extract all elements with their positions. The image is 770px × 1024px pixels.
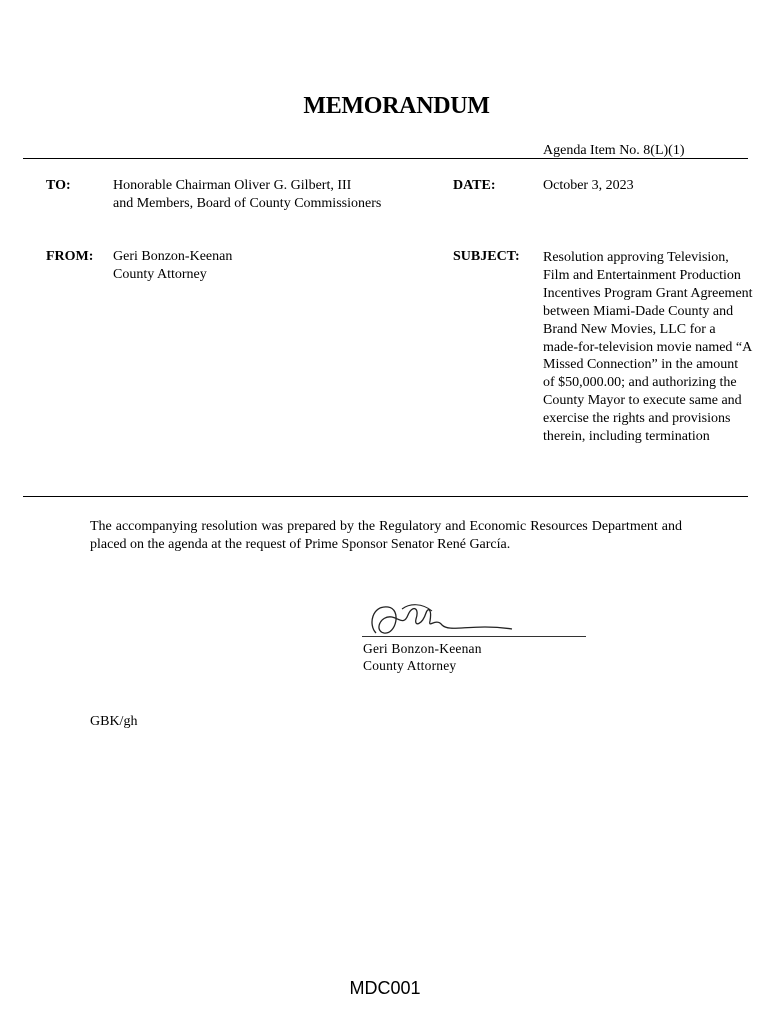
signature-title: County Attorney bbox=[363, 658, 457, 673]
header-divider bbox=[23, 158, 748, 159]
typist-initials: GBK/gh bbox=[90, 714, 138, 729]
to-recipient-line1: Honorable Chairman Oliver G. Gilbert, III bbox=[113, 178, 352, 193]
handwritten-signature bbox=[362, 595, 522, 645]
signature-name: Geri Bonzon-Keenan bbox=[363, 641, 482, 656]
from-label: FROM: bbox=[46, 249, 94, 264]
memo-title: MEMORANDUM bbox=[303, 93, 490, 119]
page-footer-code: MDC001 bbox=[349, 978, 421, 998]
signature-line bbox=[362, 636, 586, 637]
from-title: County Attorney bbox=[113, 267, 207, 282]
to-label: TO: bbox=[46, 178, 71, 193]
date-value: October 3, 2023 bbox=[543, 178, 634, 193]
agenda-item-number: Agenda Item No. 8(L)(1) bbox=[543, 143, 685, 158]
from-name: Geri Bonzon-Keenan bbox=[113, 249, 233, 264]
memo-body: The accompanying resolution was prepared by the Regulatory and Economic Resources Department and placed on the agenda at the request of Prime Sponsor Senator René García. bbox=[90, 519, 682, 552]
date-label: DATE: bbox=[453, 178, 496, 193]
subject-text: Resolution approving Television, Film and Entertainment Production Incentives Program Grant Agreement between Miami-Dade County and Brand New Movies, LLC for a made-for-television movie named “A Missed Connection” in the amount of $50,000.00; and authorizing the County Mayor to execute same and exercise the rights and provisions therein, including termination bbox=[543, 250, 753, 445]
to-recipient-line2: and Members, Board of County Commissioners bbox=[113, 196, 382, 211]
subject-label: SUBJECT: bbox=[453, 249, 520, 264]
body-divider bbox=[23, 496, 748, 497]
